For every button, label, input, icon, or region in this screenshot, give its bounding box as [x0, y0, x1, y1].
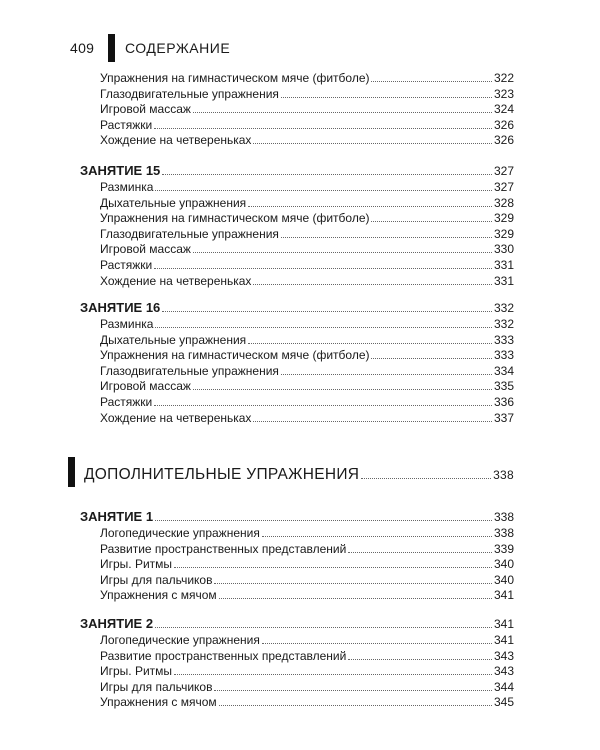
- toc-entry[interactable]: [80, 258, 514, 274]
- toc-entry[interactable]: [80, 526, 514, 542]
- entry-page: 335: [493, 379, 514, 394]
- entry-page: 341: [493, 588, 514, 603]
- dot-leader: [248, 342, 492, 344]
- toc-entry[interactable]: [80, 573, 514, 589]
- dot-leader: [154, 267, 492, 269]
- dot-leader: [371, 357, 491, 359]
- entry-label: Хождение на четвереньках: [100, 410, 252, 425]
- dot-leader: [155, 326, 492, 328]
- entry-page: 329: [493, 211, 514, 226]
- toc-entry[interactable]: [80, 395, 514, 411]
- entry-page: 330: [493, 242, 514, 257]
- entry-page: 323: [493, 86, 514, 101]
- toc-entry[interactable]: [80, 133, 514, 149]
- dot-leader: [155, 519, 492, 521]
- dot-leader: [154, 127, 492, 129]
- entry-label: Игры для пальчиков: [100, 572, 213, 587]
- entry-label: Дыхательные упражнения: [100, 332, 247, 347]
- toc-entry[interactable]: [80, 664, 514, 680]
- entry-label: Игры. Ритмы: [100, 664, 173, 679]
- toc-entry[interactable]: [80, 274, 514, 290]
- dot-leader: [253, 420, 492, 422]
- entry-label: Хождение на четвереньках: [100, 273, 252, 288]
- lesson-heading[interactable]: [80, 162, 514, 180]
- lesson-title: ЗАНЯТИЕ 16: [80, 300, 161, 315]
- toc-entry[interactable]: [80, 317, 514, 333]
- section-title: ДОПОЛНИТЕЛЬНЫЕ УПРАЖНЕНИЯ: [84, 466, 360, 483]
- entry-label: Игры для пальчиков: [100, 679, 213, 694]
- dot-leader: [371, 220, 491, 222]
- entry-page: 343: [493, 648, 514, 663]
- entry-label: Развитие пространственных представлений: [100, 541, 347, 556]
- entry-label: Логопедические упражнения: [100, 526, 260, 540]
- lesson-title: ЗАНЯТИЕ 2: [80, 616, 154, 631]
- entry-page: 326: [493, 117, 514, 132]
- dot-leader: [162, 310, 492, 312]
- entry-page: 328: [493, 195, 514, 210]
- toc-entry[interactable]: [80, 348, 514, 364]
- toc-lesson-16: [80, 299, 514, 426]
- section-page: 338: [493, 468, 514, 482]
- entry-page: 327: [493, 180, 514, 194]
- entry-label: Глазодвигательные упражнения: [100, 86, 279, 101]
- toc-entry[interactable]: [80, 87, 514, 103]
- toc-entry[interactable]: [80, 680, 514, 696]
- entry-label: Упражнения на гимнастическом мяче (фитболе): [100, 348, 370, 363]
- toc-entry[interactable]: [80, 211, 514, 227]
- lesson-heading[interactable]: [80, 615, 514, 633]
- dot-leader: [348, 551, 492, 553]
- toc-entry[interactable]: [80, 118, 514, 134]
- toc-entry[interactable]: [80, 411, 514, 427]
- entry-label: Разминка: [100, 180, 154, 194]
- dot-leader: [248, 205, 492, 207]
- entry-label: Глазодвигательные упражнения: [100, 226, 279, 241]
- dot-leader: [253, 142, 492, 144]
- entry-page: 322: [493, 71, 514, 85]
- entry-label: Упражнения на гимнастическом мяче (фитболе): [100, 211, 370, 226]
- toc-entry[interactable]: [80, 180, 514, 196]
- dot-leader: [154, 404, 492, 406]
- lesson-heading[interactable]: [80, 299, 514, 317]
- entry-label: Игровой массаж: [100, 242, 191, 257]
- dot-leader: [262, 642, 492, 644]
- entry-label: Растяжки: [100, 257, 153, 272]
- entry-page: 338: [493, 526, 514, 540]
- entry-page: 333: [493, 332, 514, 347]
- dot-leader: [281, 96, 492, 98]
- dot-leader: [371, 80, 491, 82]
- dot-leader: [214, 582, 491, 584]
- entry-page: 337: [493, 410, 514, 425]
- dot-leader: [193, 388, 492, 390]
- toc-entry[interactable]: [80, 196, 514, 212]
- entry-page: 331: [493, 257, 514, 272]
- entry-label: Развитие пространственных представлений: [100, 648, 347, 663]
- entry-page: 336: [493, 394, 514, 409]
- dot-leader: [262, 535, 492, 537]
- entry-label: Растяжки: [100, 117, 153, 132]
- entry-page: 333: [493, 348, 514, 363]
- toc-extra-lesson-1: [80, 508, 514, 604]
- entry-label: Упражнения с мячом: [100, 588, 217, 603]
- entry-label: Игры. Ритмы: [100, 557, 173, 572]
- toc-entry[interactable]: [80, 649, 514, 665]
- entry-page: 324: [493, 102, 514, 117]
- toc-entry[interactable]: [80, 71, 514, 87]
- entry-page: 344: [493, 679, 514, 694]
- toc-entry[interactable]: [80, 379, 514, 395]
- toc-entry[interactable]: [80, 542, 514, 558]
- lesson-title: ЗАНЯТИЕ 1: [80, 509, 154, 524]
- section-bar: [68, 457, 75, 487]
- page-number: 409: [70, 40, 95, 56]
- entry-label: Разминка: [100, 317, 154, 331]
- toc-entry[interactable]: [80, 242, 514, 258]
- dot-leader: [253, 283, 492, 285]
- lesson-page: 332: [493, 301, 514, 315]
- toc-entry[interactable]: [80, 102, 514, 118]
- toc-extra-lesson-2: [80, 615, 514, 711]
- entry-page: 343: [493, 664, 514, 679]
- lesson-heading[interactable]: [80, 508, 514, 526]
- entry-page: 340: [493, 572, 514, 587]
- entry-label: Упражнения с мячом: [100, 695, 217, 710]
- entry-label: Игровой массаж: [100, 379, 191, 394]
- entry-page: 329: [493, 226, 514, 241]
- lesson-page: 341: [493, 617, 514, 631]
- entry-page: 326: [493, 133, 514, 148]
- dot-leader: [193, 251, 492, 253]
- header-bar: [108, 34, 115, 62]
- entry-page: 334: [493, 363, 514, 378]
- toc-lesson-15: [80, 162, 514, 289]
- entry-page: 340: [493, 557, 514, 572]
- entry-page: 331: [493, 273, 514, 288]
- dot-leader: [281, 373, 492, 375]
- entry-label: Дыхательные упражнения: [100, 195, 247, 210]
- entry-label: Глазодвигательные упражнения: [100, 363, 279, 378]
- entry-page: 341: [493, 633, 514, 647]
- entry-page: 332: [493, 317, 514, 331]
- section-heading[interactable]: [84, 466, 514, 484]
- entry-page: 339: [493, 541, 514, 556]
- dot-leader: [155, 626, 492, 628]
- entry-page: 345: [493, 695, 514, 710]
- entry-label: Логопедические упражнения: [100, 633, 260, 647]
- toc-continued-block: [80, 71, 514, 149]
- toc-entry[interactable]: [80, 227, 514, 243]
- entry-label: Растяжки: [100, 394, 153, 409]
- toc-entry[interactable]: [80, 588, 514, 604]
- dot-leader: [219, 704, 492, 706]
- dot-leader: [155, 189, 492, 191]
- dot-leader: [174, 566, 492, 568]
- toc-entry[interactable]: [80, 633, 514, 649]
- toc-entry[interactable]: [80, 333, 514, 349]
- entry-label: Хождение на четвереньках: [100, 133, 252, 148]
- running-header: [70, 34, 230, 62]
- lesson-page: 327: [493, 164, 514, 178]
- dot-leader: [162, 173, 492, 175]
- entry-label: Упражнения на гимнастическом мяче (фитболе): [100, 71, 370, 85]
- dot-leader: [219, 597, 492, 599]
- dot-leader: [214, 689, 491, 691]
- dot-leader: [281, 236, 492, 238]
- toc-entry[interactable]: [80, 695, 514, 711]
- toc-entry[interactable]: [80, 364, 514, 380]
- toc-entry[interactable]: [80, 557, 514, 573]
- dot-leader: [193, 111, 492, 113]
- lesson-title: ЗАНЯТИЕ 15: [80, 163, 161, 178]
- dot-leader: [361, 478, 491, 479]
- dot-leader: [174, 673, 492, 675]
- entry-label: Игровой массаж: [100, 102, 191, 117]
- lesson-page: 338: [493, 510, 514, 524]
- dot-leader: [348, 658, 492, 660]
- header-title: СОДЕРЖАНИЕ: [125, 40, 231, 56]
